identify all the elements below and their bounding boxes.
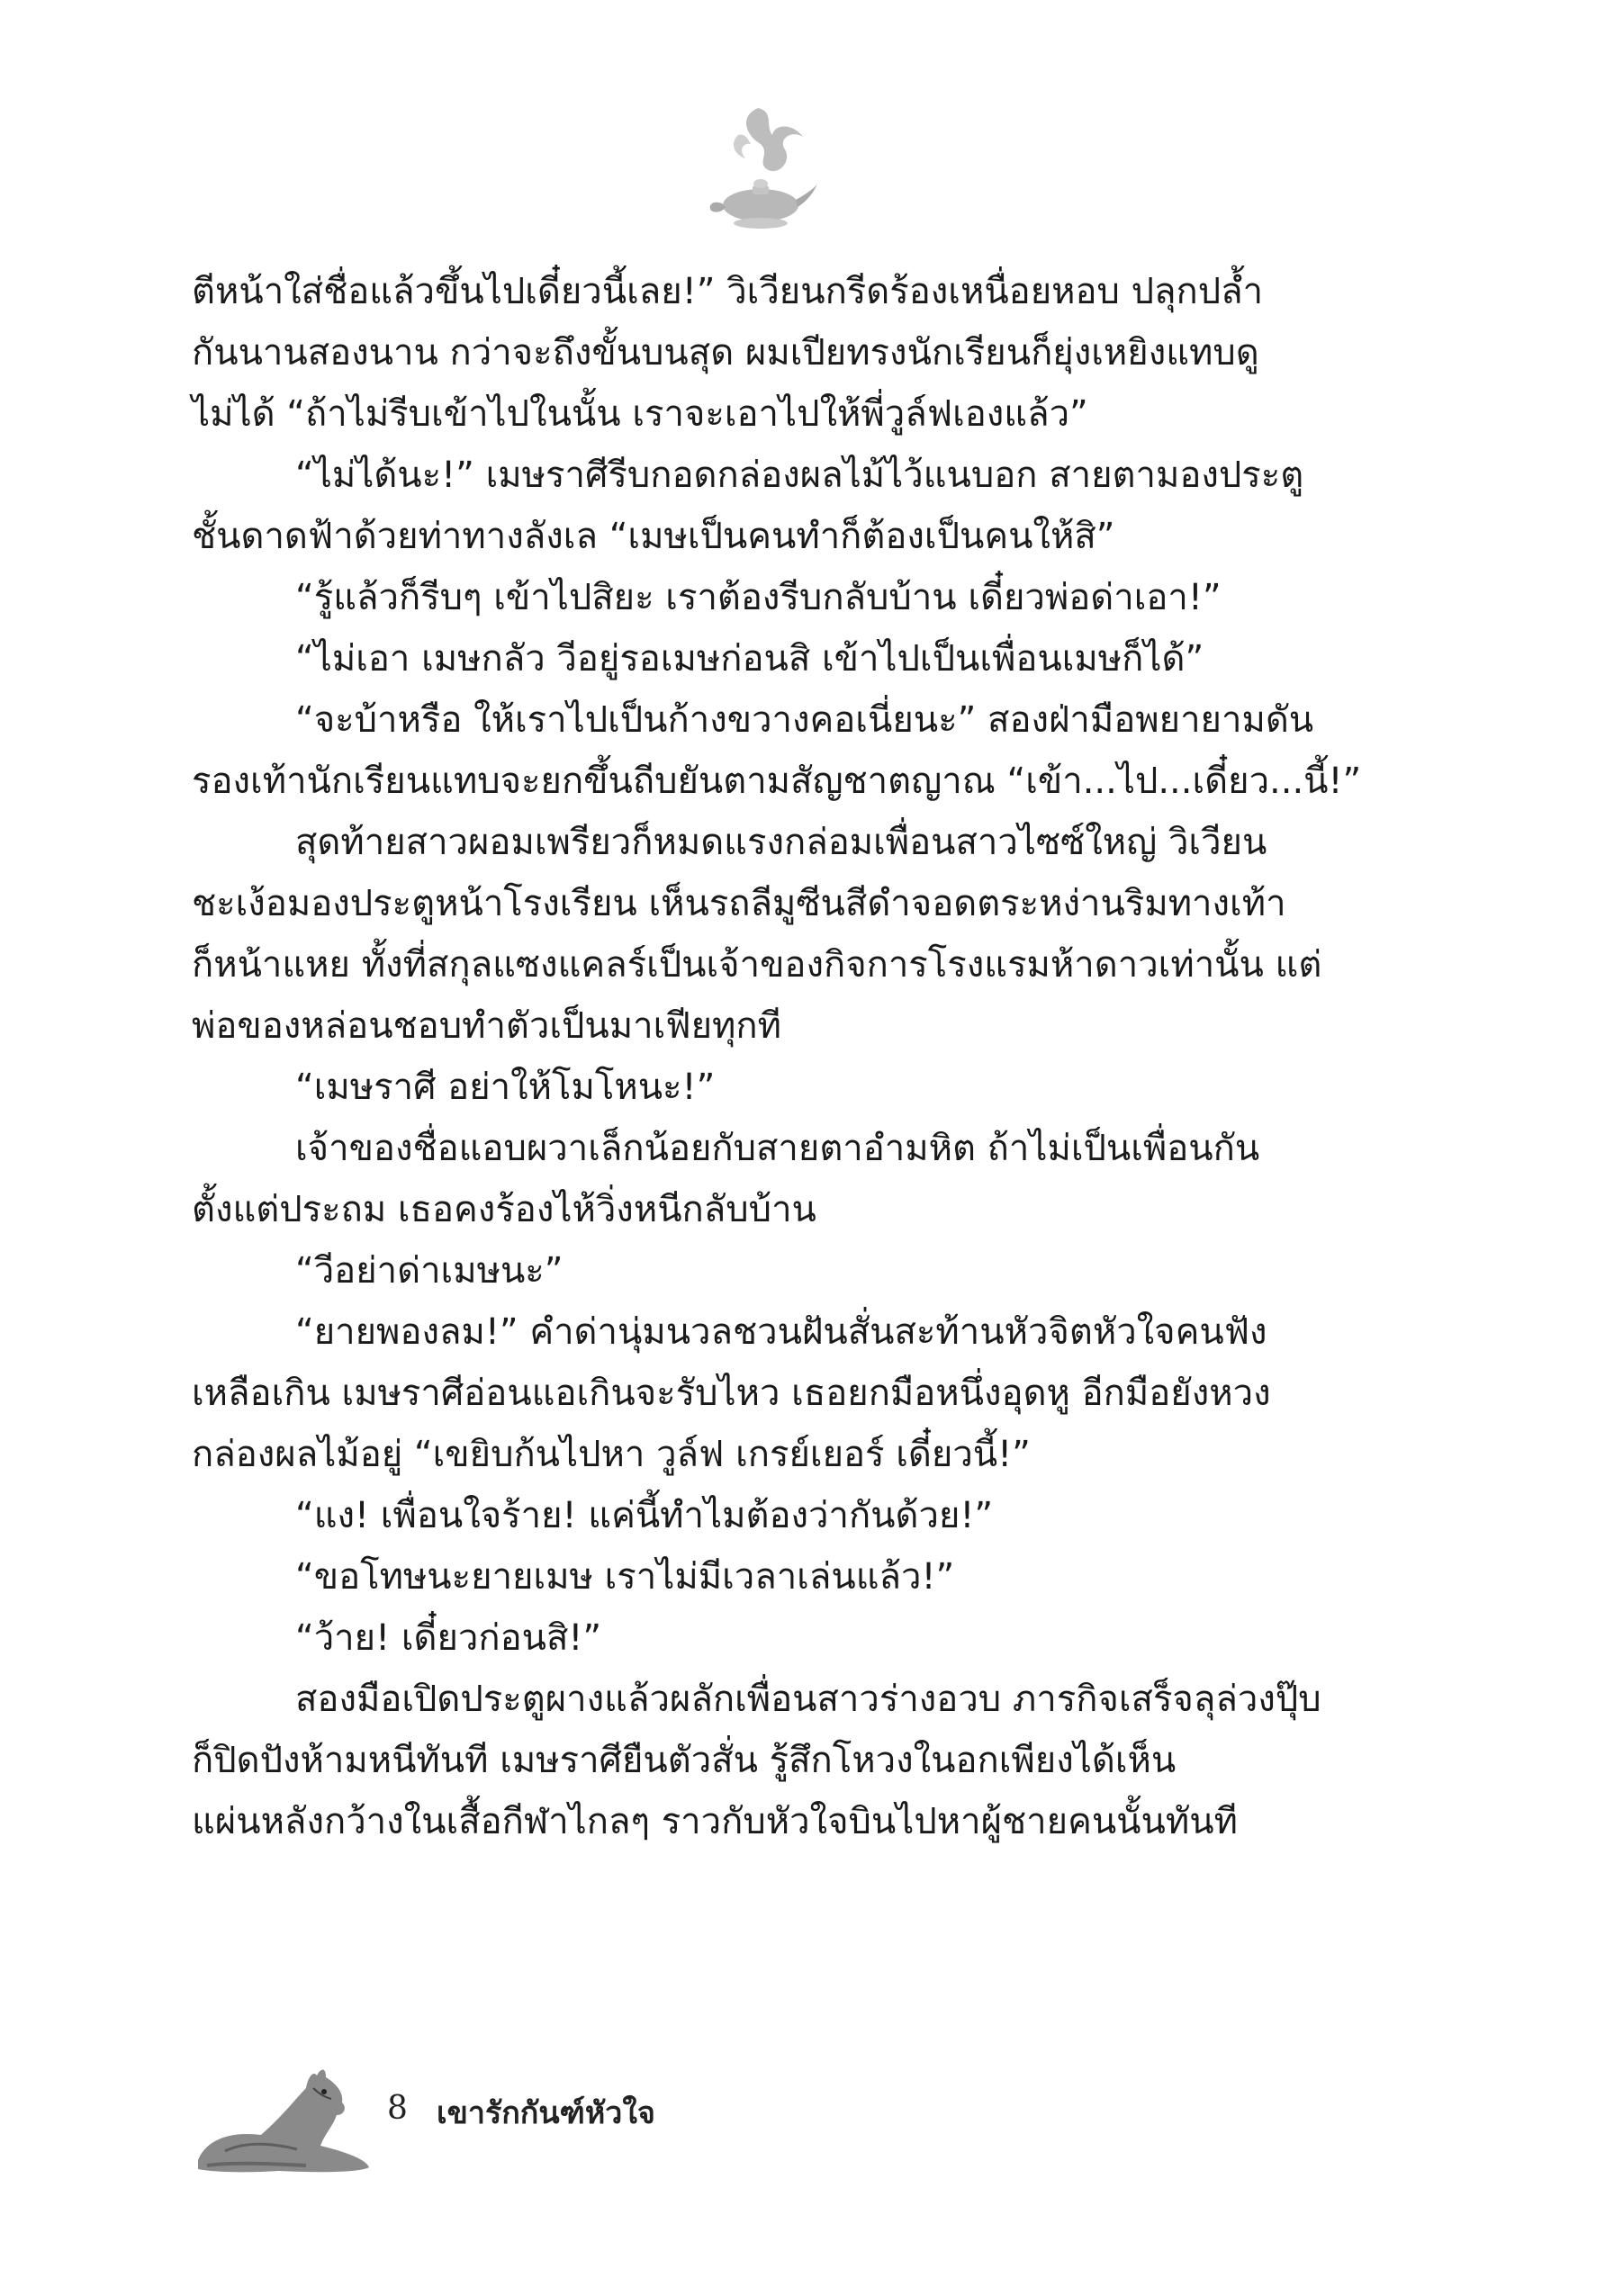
text-line: “จะบ้าหรือ ให้เราไปเป็นก้างขวางคอเนี่ยนะ” สองฝ่ามือพยายามดัน [295, 699, 1314, 741]
text-line: “วีอย่าด่าเมษนะ” [295, 1250, 564, 1292]
text-line: “เมษราศี อย่าให้โมโหนะ!” [295, 1067, 716, 1108]
text-line: กล่องผลไม้อยู่ “เขยิบก้นไปหา วูล์ฟ เกรย์เยอร์ เดี๋ยวนี้!” [192, 1434, 1031, 1475]
magic-lamp-icon [702, 99, 819, 243]
text-line: “รู้แล้วก็รีบๆ เข้าไปสิยะ เราต้องรีบกลับบ้าน เดี๋ยวพ่อด่าเอา!” [295, 577, 1222, 618]
page-number: 8 [387, 2090, 408, 2127]
text-line: “ไม่ได้นะ!” เมษราศีรีบกอดกล่องผลไม้ไว้แนบอก สายตามองประตู [295, 455, 1304, 496]
text-line: ก็ปิดปังห้ามหนีทันที เมษราศียืนตัวสั่น รู้สึกโหวงในอกเพียงได้เห็น [192, 1740, 1177, 1781]
text-line: ชะเง้อมองประตูหน้าโรงเรียน เห็นรถลีมูซีนสีดำจอดตระหง่านริมทางเท้า [192, 883, 1286, 924]
text-line: “แง! เพื่อนใจร้าย! แค่นี้ทำไมต้องว่ากันด้วย!” [295, 1495, 994, 1536]
text-line: ตีหน้าใส่ชื่อแล้วขึ้นไปเดี๋ยวนี้เลย!” วิเวียนกรีดร้องเหนื่อยหอบ ปลุกปล้ำ [192, 271, 1264, 312]
text-line: รองเท้านักเรียนแทบจะยกขึ้นถีบยันตามสัญชาตญาณ “เข้า...ไป...เดี๋ยว...นี้!” [192, 761, 1362, 802]
text-line: ก็หน้าแหย ทั้งที่สกุลแซงแคลร์เป็นเจ้าของกิจการโรงแรมห้าดาวเท่านั้น แต่ [192, 944, 1322, 986]
body-text [192, 261, 1362, 1852]
text-line: สองมือเปิดประตูผางแล้วผลักเพื่อนสาวร่างอวบ ภารกิจเสร็จลุล่วงปุ๊บ [295, 1679, 1321, 1720]
text-line: กันนานสองนาน กว่าจะถึงขั้นบนสุด ผมเปียทรงนักเรียนก็ยุ่งเหยิงแทบดู [192, 332, 1259, 374]
book-title: เขารักกันฑ์หัวใจ [437, 2095, 655, 2131]
text-line: สุดท้ายสาวผอมเพรียวก็หมดแรงกล่อมเพื่อนสาวไซซ์ใหญ่ วิเวียน [295, 822, 1267, 863]
text-line: “ขอโทษนะยายเมษ เราไม่มีเวลาเล่นแล้ว!” [295, 1556, 955, 1598]
text-line: เจ้าของชื่อแอบผวาเล็กน้อยกับสายตาอำมหิต ถ้าไม่เป็นเพื่อนกัน [295, 1128, 1260, 1169]
text-line: พ่อของหล่อนชอบทำตัวเป็นมาเฟียทุกที [192, 1005, 781, 1047]
text-line: “ยายพองลม!” คำด่านุ่มนวลชวนฝันสั่นสะท้านหัวจิตหัวใจคนฟัง [295, 1311, 1267, 1353]
wolf-icon [189, 2052, 378, 2183]
text-line: ไม่ได้ “ถ้าไม่รีบเข้าไปในนั้น เราจะเอาไปให้พี่วูล์ฟเองแล้ว” [192, 393, 1088, 435]
text-line: แผ่นหลังกว้างในเสื้อกีฬาไกลๆ ราวกับหัวใจบินไปหาผู้ชายคนนั้นทันที [192, 1801, 1238, 1842]
text-line: “ไม่เอา เมษกลัว วีอยู่รอเมษก่อนสิ เข้าไปเป็นเพื่อนเมษก็ได้” [295, 638, 1204, 680]
text-line: ตั้งแต่ประถม เธอคงร้องไห้วิ่งหนีกลับบ้าน [192, 1189, 816, 1230]
text-line: เหลือเกิน เมษราศีอ่อนแอเกินจะรับไหว เธอยกมือหนึ่งอุดหู อีกมือยังหวง [192, 1373, 1271, 1414]
text-line: “ว้าย! เดี๋ยวก่อนสิ!” [295, 1617, 602, 1659]
text-line: ชั้นดาดฟ้าด้วยท่าทางลังเล “เมษเป็นคนทำก็ต้องเป็นคนให้สิ” [192, 516, 1115, 557]
page-footer [189, 2052, 819, 2187]
